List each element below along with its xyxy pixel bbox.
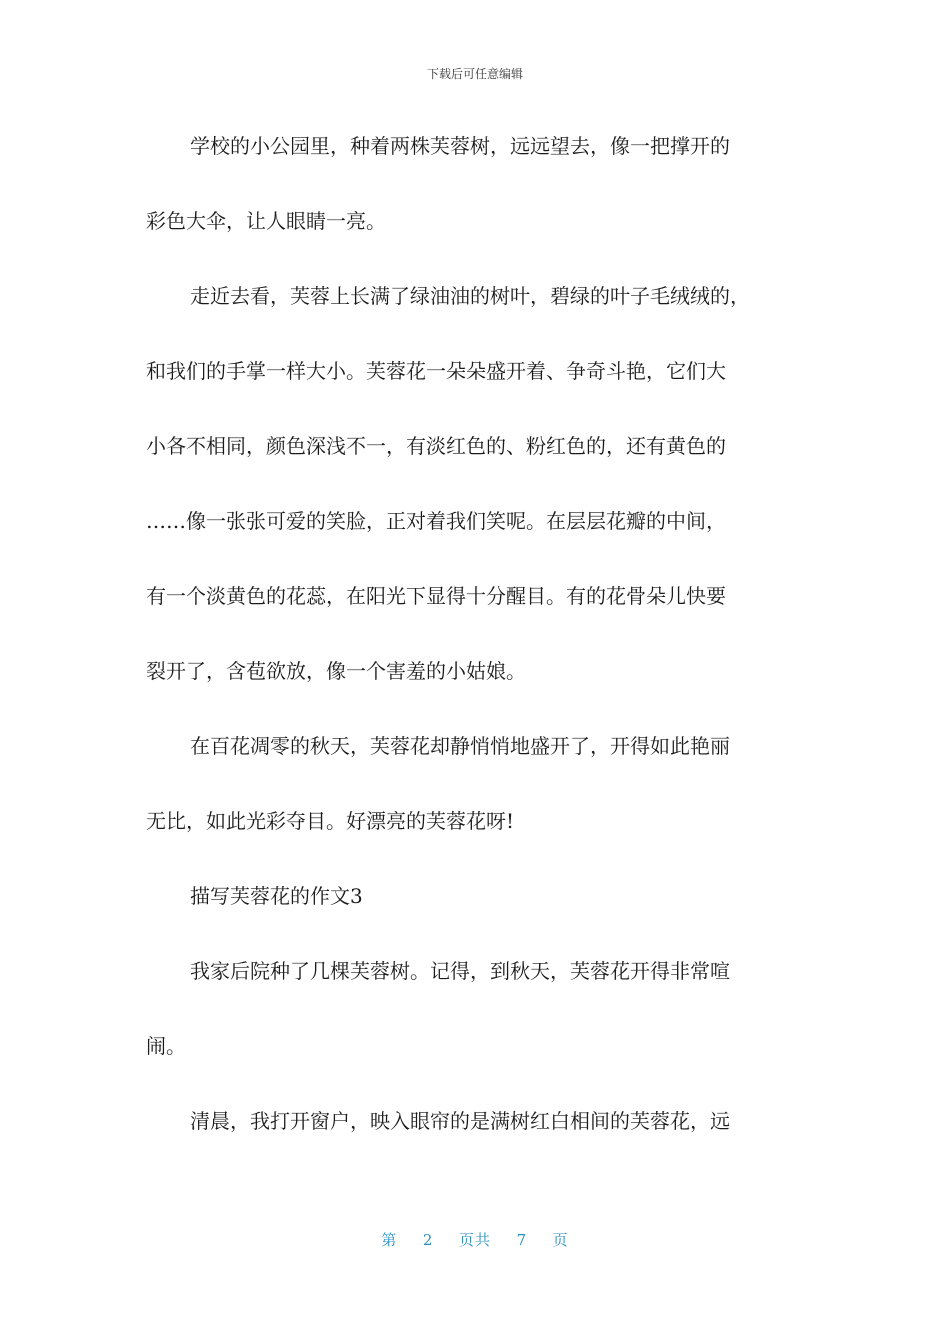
text-line: 闹。 (146, 1034, 186, 1058)
total-page-count: 7 (516, 1231, 528, 1249)
footer-prefix: 第 (381, 1231, 398, 1249)
text-line: 无比，如此光彩夺目。好漂亮的芙蓉花呀! (146, 809, 515, 833)
document-body (146, 128, 806, 1178)
text-line: 和我们的手掌一样大小。芙蓉花一朵朵盛开着、争奇斗艳，它们大 (146, 359, 726, 383)
footer-suffix: 页 (552, 1231, 569, 1249)
current-page-number: 2 (422, 1231, 434, 1249)
text-line: 我家后院种了几棵芙蓉树。记得，到秋天，芙蓉花开得非常喧 (190, 959, 730, 983)
text-line: 有一个淡黄色的花蕊，在阳光下显得十分醒目。有的花骨朵儿快要 (146, 584, 726, 608)
page-header: 下载后可任意编辑 (426, 67, 523, 81)
page-footer (0, 1230, 950, 1250)
text-line: 走近去看，芙蓉上长满了绿油油的树叶，碧绿的叶子毛绒绒的， (190, 284, 750, 308)
text-line: 小各不相同，颜色深浅不一，有淡红色的、粉红色的，还有黄色的 (146, 434, 726, 458)
section-heading: 描写芙蓉花的作文3 (190, 884, 363, 908)
text-line: 彩色大伞，让人眼睛一亮。 (146, 209, 386, 233)
text-line: ……像一张张可爱的笑脸，正对着我们笑呢。在层层花瓣的中间， (146, 509, 726, 533)
text-line: 清晨，我打开窗户，映入眼帘的是满树红白相间的芙蓉花，远 (190, 1109, 730, 1133)
text-line: 裂开了，含苞欲放，像一个害羞的小姑娘。 (146, 659, 526, 683)
footer-middle: 页共 (458, 1231, 491, 1249)
text-line: 学校的小公园里，种着两株芙蓉树，远远望去，像一把撑开的 (190, 134, 730, 158)
text-line: 在百花凋零的秋天，芙蓉花却静悄悄地盛开了，开得如此艳丽 (190, 734, 730, 758)
